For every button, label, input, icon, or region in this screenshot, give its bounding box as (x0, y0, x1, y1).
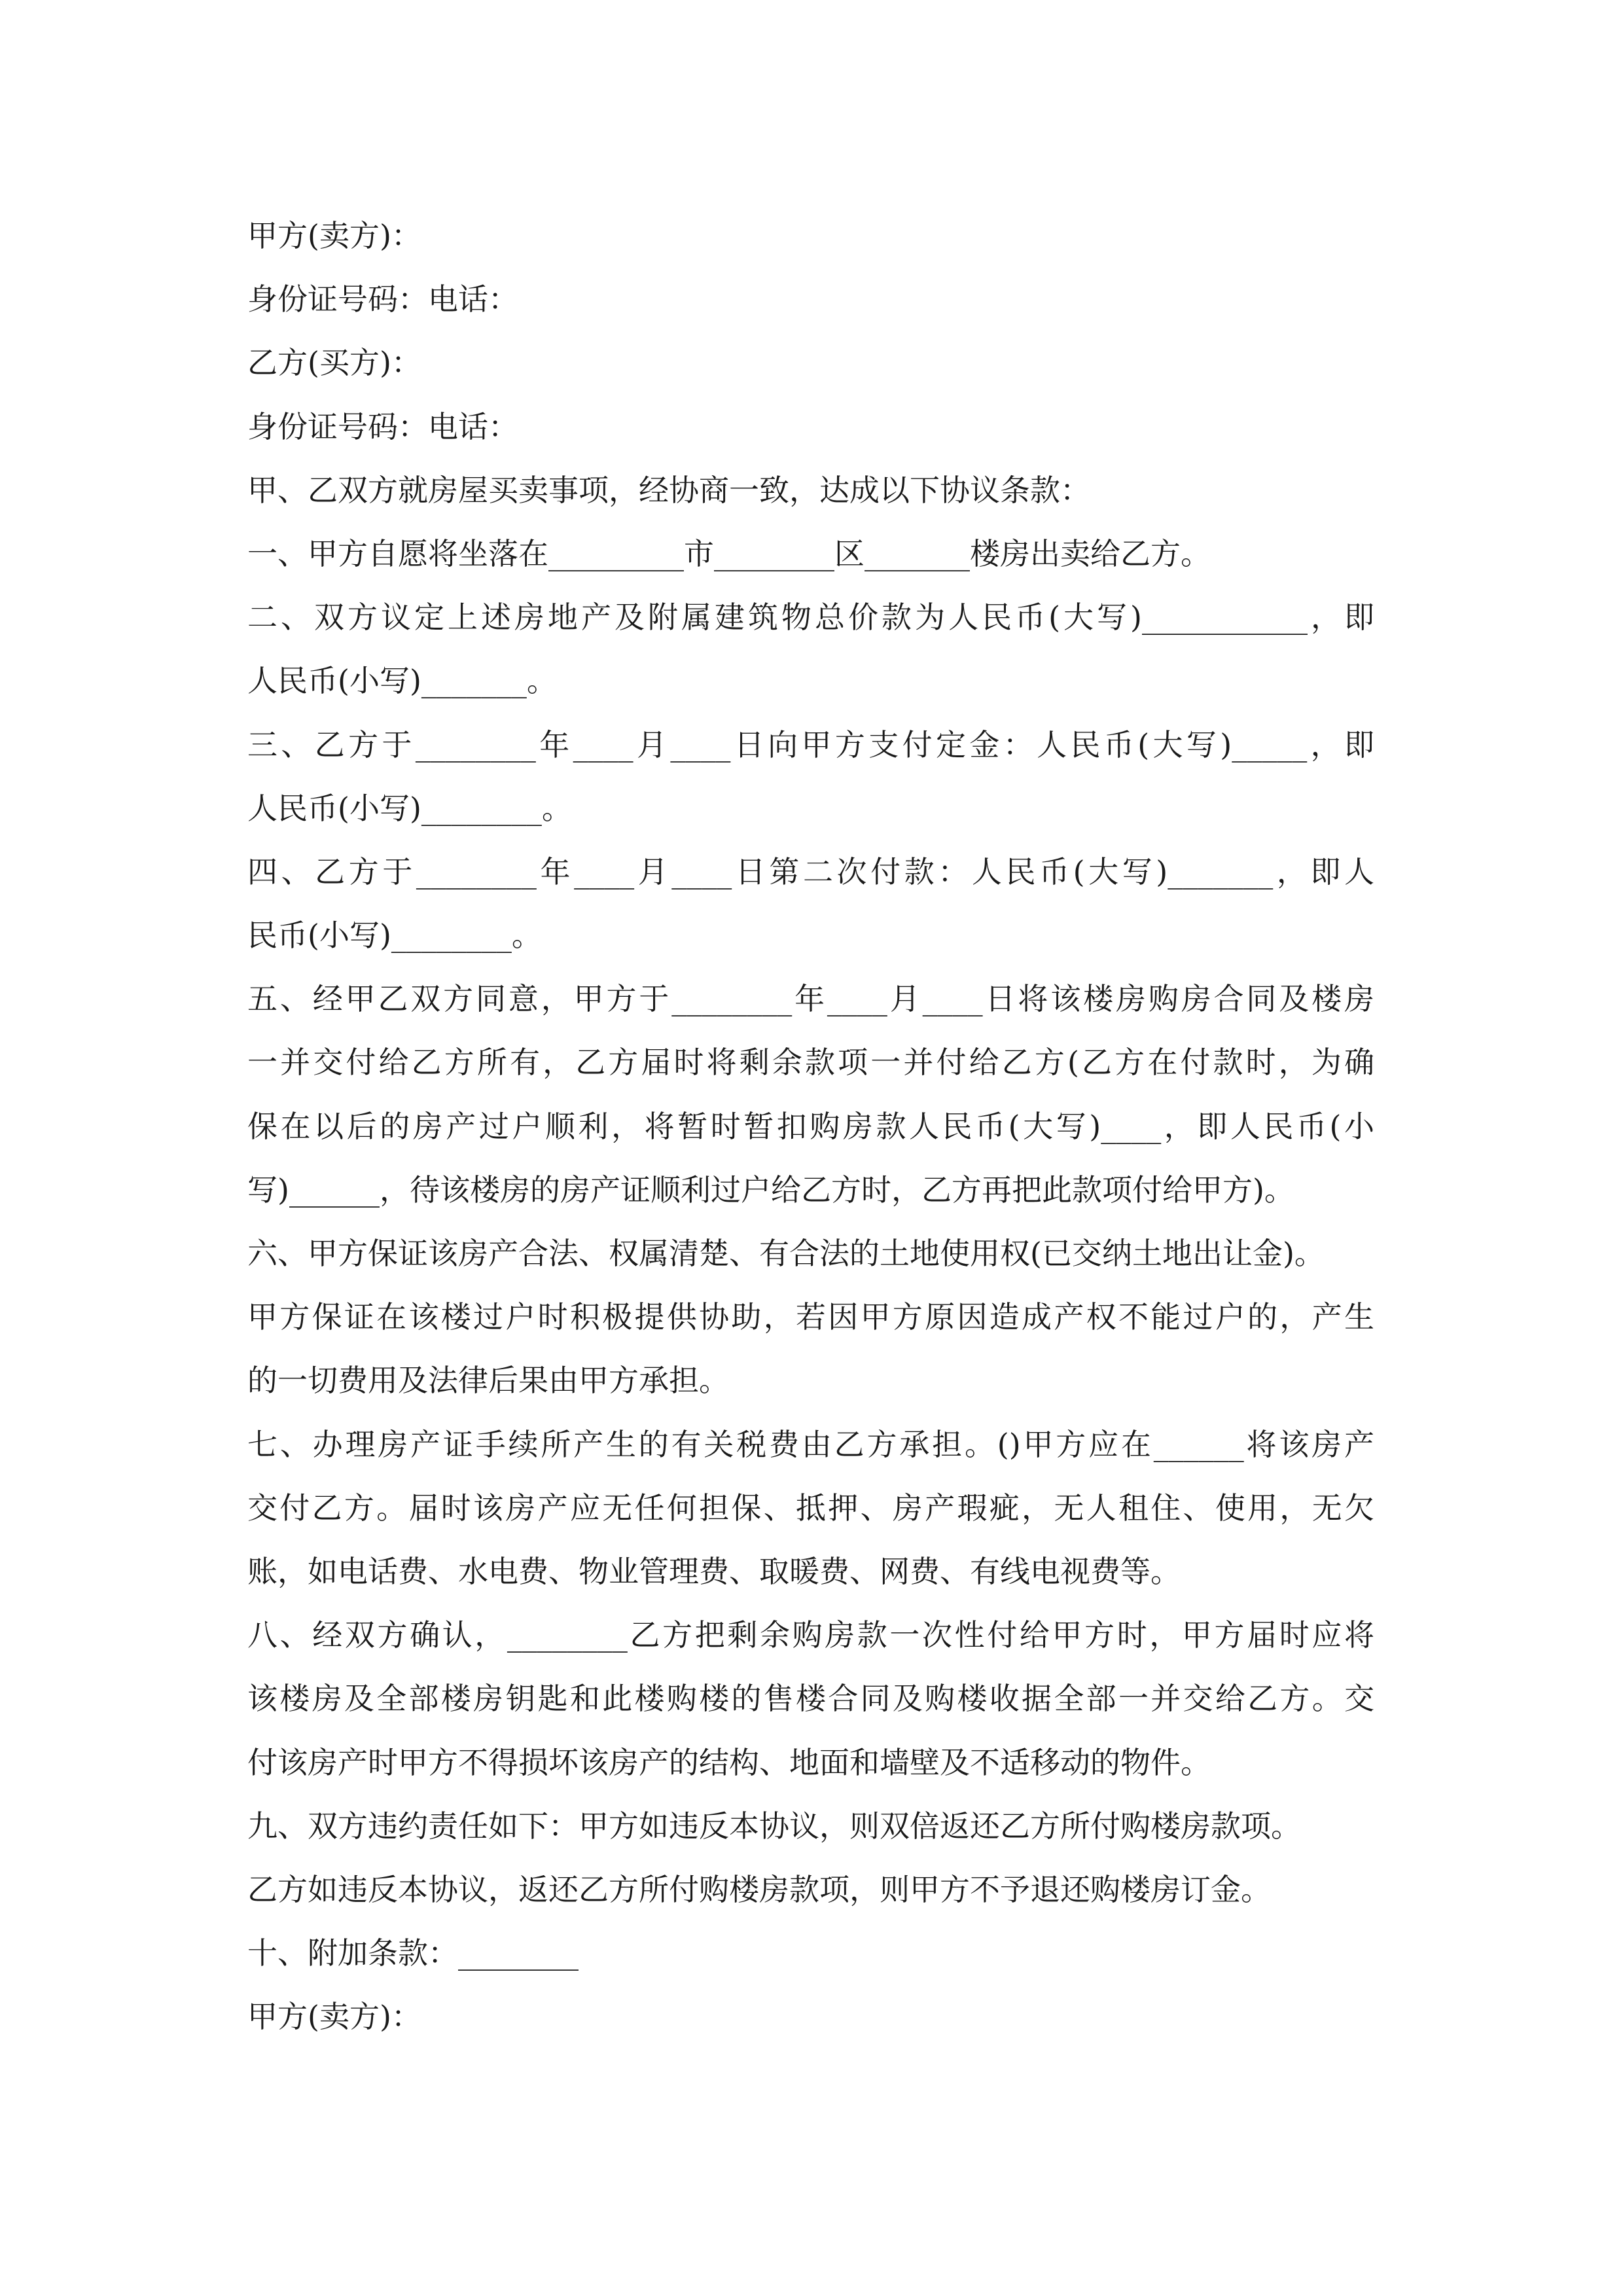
clause-3-line-1 (247, 713, 1374, 777)
clause-6-line-3 (247, 1349, 1425, 1412)
text-line: 人民币(小写)________。 (247, 790, 572, 826)
clause-7-line-1 (247, 1413, 1374, 1477)
text-line: 保在以后的房产过户顺利，将暂时暂扣购房款人民币(大写)____，即人民币(小 (247, 1108, 1374, 1144)
buyer-label-line (247, 331, 1425, 395)
clause-9-line-1 (247, 1795, 1425, 1858)
seller-signature-label-line (247, 1985, 1425, 2049)
clause-3-line-2 (247, 777, 1425, 840)
seller-label-line (247, 204, 1425, 268)
text-line: 八、经双方确认，________乙方把剩余购房款一次性付给甲方时，甲方届时应将 (247, 1617, 1374, 1653)
text-line: 交付乙方。届时该房产应无任何担保、抵押、房产瑕疵，无人租住、使用，无欠 (247, 1490, 1374, 1526)
text-line: 身份证号码：电话： (247, 408, 518, 444)
text-line: 九、双方违约责任如下：甲方如违反本协议，则双倍返还乙方所付购楼房款项。 (247, 1808, 1301, 1844)
clause-8-line-1 (247, 1604, 1374, 1667)
text-line: 二、双方议定上述房地产及附属建筑物总价款为人民币(大写)___________，即 (247, 600, 1374, 636)
text-line: 账，如电话费、水电费、物业管理费、取暖费、网费、有线电视费等。 (247, 1553, 1181, 1589)
agreement-intro-line (247, 459, 1425, 522)
text-line: 一并交付给乙方所有，乙方届时将剩余款项一并付给乙方(乙方在付款时，为确 (247, 1045, 1374, 1081)
clause-5-line-3 (247, 1095, 1374, 1158)
text-line: 四、乙方于________年____月____日第二次付款：人民币(大写)_______，即人 (247, 853, 1374, 889)
text-line: 六、甲方保证该房产合法、权属清楚、有合法的土地使用权(已交纳土地出让金)。 (247, 1236, 1325, 1271)
clause-5-line-1 (247, 967, 1374, 1031)
text-line: 付该房产时甲方不得损坏该房产的结构、地面和墙壁及不适移动的物件。 (247, 1744, 1211, 1780)
clause-1-line (247, 522, 1425, 586)
text-line: 甲方保证在该楼过户时积极提供协助，若因甲方原因造成产权不能过户的，产生 (247, 1299, 1374, 1335)
seller-id-phone-line (247, 268, 1425, 331)
clause-9-line-2 (247, 1858, 1425, 1922)
text-line: 五、经甲乙双方同意，甲方于________年____月____日将该楼房购房合同及楼房 (247, 981, 1374, 1017)
text-line: 乙方如违反本协议，返还乙方所付购楼房款项，则甲方不予退还购楼房订金。 (247, 1871, 1271, 1907)
clause-10-line (247, 1922, 1425, 1985)
contract-body (247, 204, 1425, 2049)
text-line: 人民币(小写)_______。 (247, 663, 557, 699)
text-line: 十、附加条款：________ (247, 1935, 579, 1971)
clause-6-line-2 (247, 1285, 1374, 1349)
text-line: 一、甲方自愿将坐落在_________市________区_______楼房出卖给乙方。 (247, 535, 1211, 571)
clause-2-line-1 (247, 586, 1374, 649)
clause-5-line-4 (247, 1158, 1425, 1222)
clause-7-line-3 (247, 1540, 1425, 1604)
clause-2-line-2 (247, 649, 1425, 713)
clause-8-line-3 (247, 1731, 1425, 1795)
text-line: 写)______，待该楼房的房产证顺利过户给乙方时，乙方再把此款项付给甲方)。 (247, 1172, 1294, 1208)
clause-6-line-1 (247, 1222, 1425, 1285)
clause-4-line-1 (247, 840, 1374, 904)
text-line: 该楼房及全部楼房钥匙和此楼购楼的售楼合同及购楼收据全部一并交给乙方。交 (247, 1681, 1374, 1717)
text-line: 三、乙方于________年____月____日向甲方支付定金：人民币(大写)_____，即 (247, 726, 1374, 762)
text-line: 身份证号码：电话： (247, 281, 518, 317)
text-line: 甲方(卖方)： (247, 1999, 421, 2035)
clause-7-line-2 (247, 1477, 1374, 1540)
clause-8-line-2 (247, 1667, 1374, 1731)
text-line: 民币(小写)________。 (247, 918, 542, 954)
text-line: 甲方(卖方)： (247, 218, 421, 253)
text-line: 甲、乙双方就房屋买卖事项，经协商一致，达成以下协议条款： (247, 472, 1090, 508)
clause-4-line-2 (247, 904, 1425, 967)
text-line: 乙方(买方)： (247, 345, 421, 381)
text-line: 的一切费用及法律后果由甲方承担。 (247, 1363, 729, 1399)
buyer-id-phone-line (247, 395, 1425, 459)
text-line: 七、办理房产证手续所产生的有关税费由乙方承担。()甲方应在______将该房产 (247, 1426, 1374, 1462)
clause-5-line-2 (247, 1031, 1374, 1094)
